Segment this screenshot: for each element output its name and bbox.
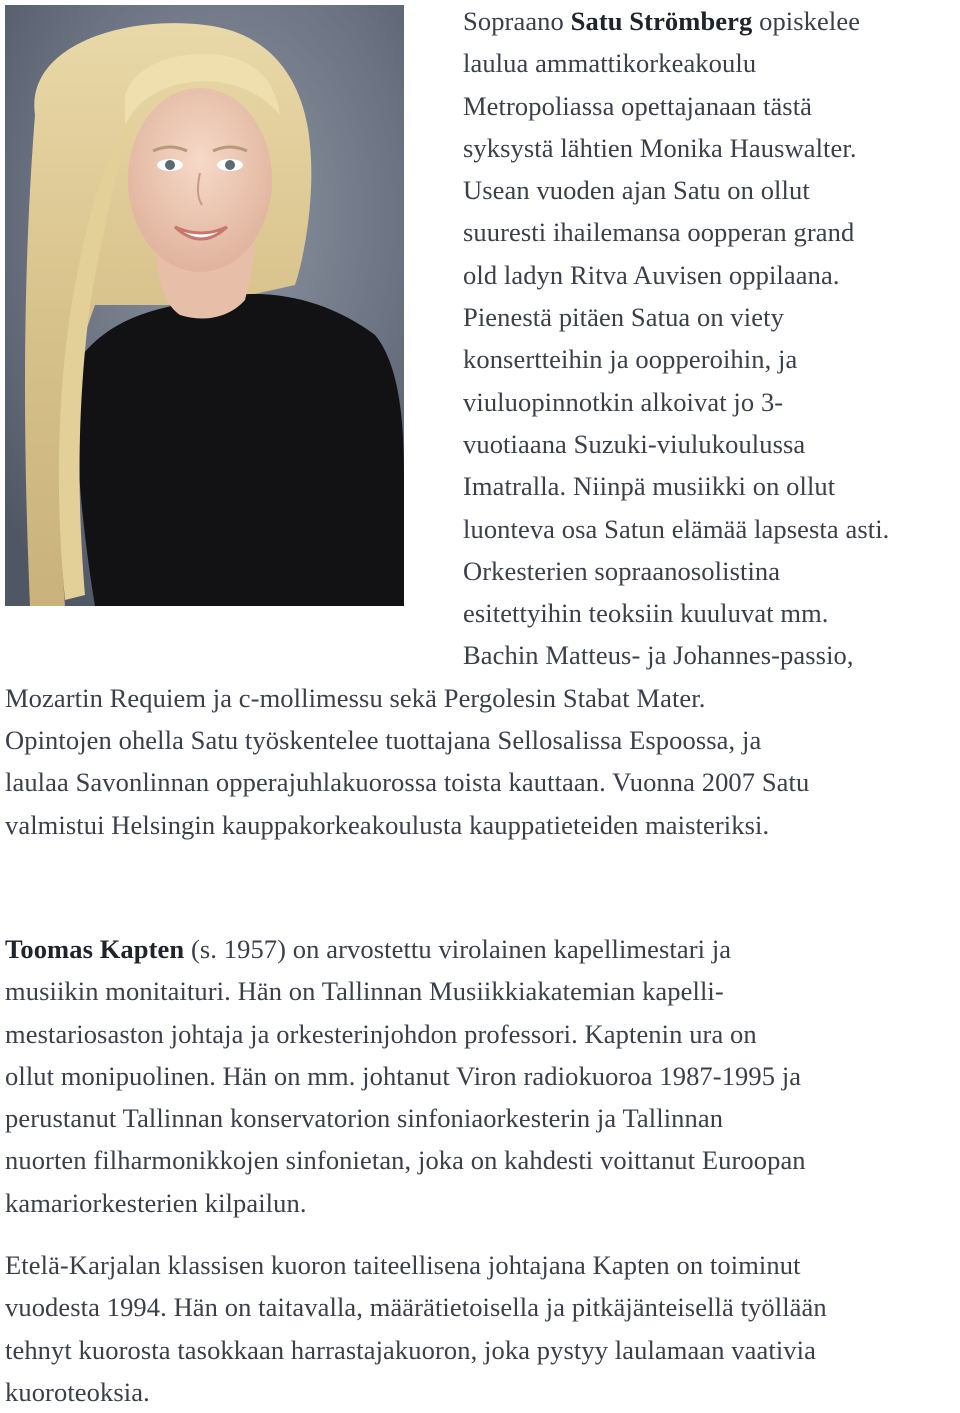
satu-line: suuresti ihailemansa oopperan grand <box>463 217 855 248</box>
satu-line: laulua ammattikorkeakoulu <box>463 48 757 79</box>
choir-line: vuodesta 1994. Hän on taitavalla, määrätietoisella ja pitkäjänteisellä työllään <box>5 1292 827 1323</box>
satu-name: Satu Strömberg <box>570 6 753 36</box>
satu-full-line: valmistui Helsingin kauppakorkeakoulusta kauppatieteiden maisteriksi. <box>5 809 770 840</box>
satu-line: Usean vuoden ajan Satu on ollut <box>463 175 810 206</box>
toomas-line: perustanut Tallinnan konservatorion sinfoniaorkesterin ja Tallinnan <box>5 1103 724 1134</box>
satu-full-line: Mozartin Requiem ja c-mollimessu sekä Pergolesin Stabat Mater. <box>5 682 706 713</box>
toomas-intro-line <box>5 928 957 970</box>
satu-line: syksystä lähtien Monika Hauswalter. <box>463 132 857 163</box>
toomas-line: kamariorkesterien kilpailun. <box>5 1187 307 1218</box>
toomas-line: ollut monipuolinen. Hän on mm. johtanut Viron radiokuoroa 1987-1995 ja <box>5 1060 802 1091</box>
satu-line: Metropoliassa opettajanaan tästä <box>463 90 813 121</box>
satu-full-line: laulaa Savonlinnan opperajuhlakuorossa toista kauttaan. Vuonna 2007 Satu <box>5 767 810 798</box>
satu-line: luonteva osa Satun elämää lapsesta asti. <box>463 513 890 544</box>
satu-line: vuotiaana Suzuki-viulukoulussa <box>463 428 806 459</box>
satu-line: old ladyn Ritva Auvisen oppilaana. <box>463 259 840 290</box>
satu-line1-pre: Sopraano <box>463 6 571 36</box>
paragraph-gap <box>5 1224 957 1244</box>
satu-intro-line <box>5 0 957 42</box>
satu-line: Bachin Matteus- ja Johannes-passio, <box>463 640 854 671</box>
satu-line: viuluopinnotkin alkoivat jo 3- <box>463 386 784 417</box>
satu-line1-post: opiskelee <box>752 6 861 36</box>
section-gap <box>5 846 957 928</box>
toomas-name: Toomas Kapten <box>5 933 185 964</box>
choir-line: Etelä-Karjalan klassisen kuoron taiteellisena johtajana Kapten on toiminut <box>5 1250 801 1281</box>
satu-full-line: Opintojen ohella Satu työskentelee tuottajana Sellosalissa Espoossa, ja <box>5 725 762 756</box>
article-text <box>5 0 957 1413</box>
toomas-line: nuorten filharmonikkojen sinfonietan, joka on kahdesti voittanut Euroopan <box>5 1145 806 1176</box>
satu-line: Pienestä pitäen Satua on viety <box>463 302 784 333</box>
choir-line: kuoroteoksia. <box>5 1376 150 1407</box>
satu-line: Imatralla. Niinpä musiikki on ollut <box>463 471 836 502</box>
satu-line: Orkesterien sopraanosolistina <box>463 555 781 586</box>
toomas-line1-post: (s. 1957) on arvostettu virolainen kapellimestari ja <box>184 933 732 964</box>
toomas-line: mestariosaston johtaja ja orkesterinjohdon professori. Kaptenin ura on <box>5 1018 757 1049</box>
toomas-line: musiikin monitaituri. Hän on Tallinnan Musiikkiakatemian kapelli- <box>5 976 724 1007</box>
choir-line: tehnyt kuorosta tasokkaan harrastajakuoron, joka pystyy laulamaan vaativia <box>5 1334 816 1365</box>
satu-line: esitettyihin teoksiin kuuluvat mm. <box>463 598 829 629</box>
satu-line: konsertteihin ja oopperoihin, ja <box>463 344 798 375</box>
